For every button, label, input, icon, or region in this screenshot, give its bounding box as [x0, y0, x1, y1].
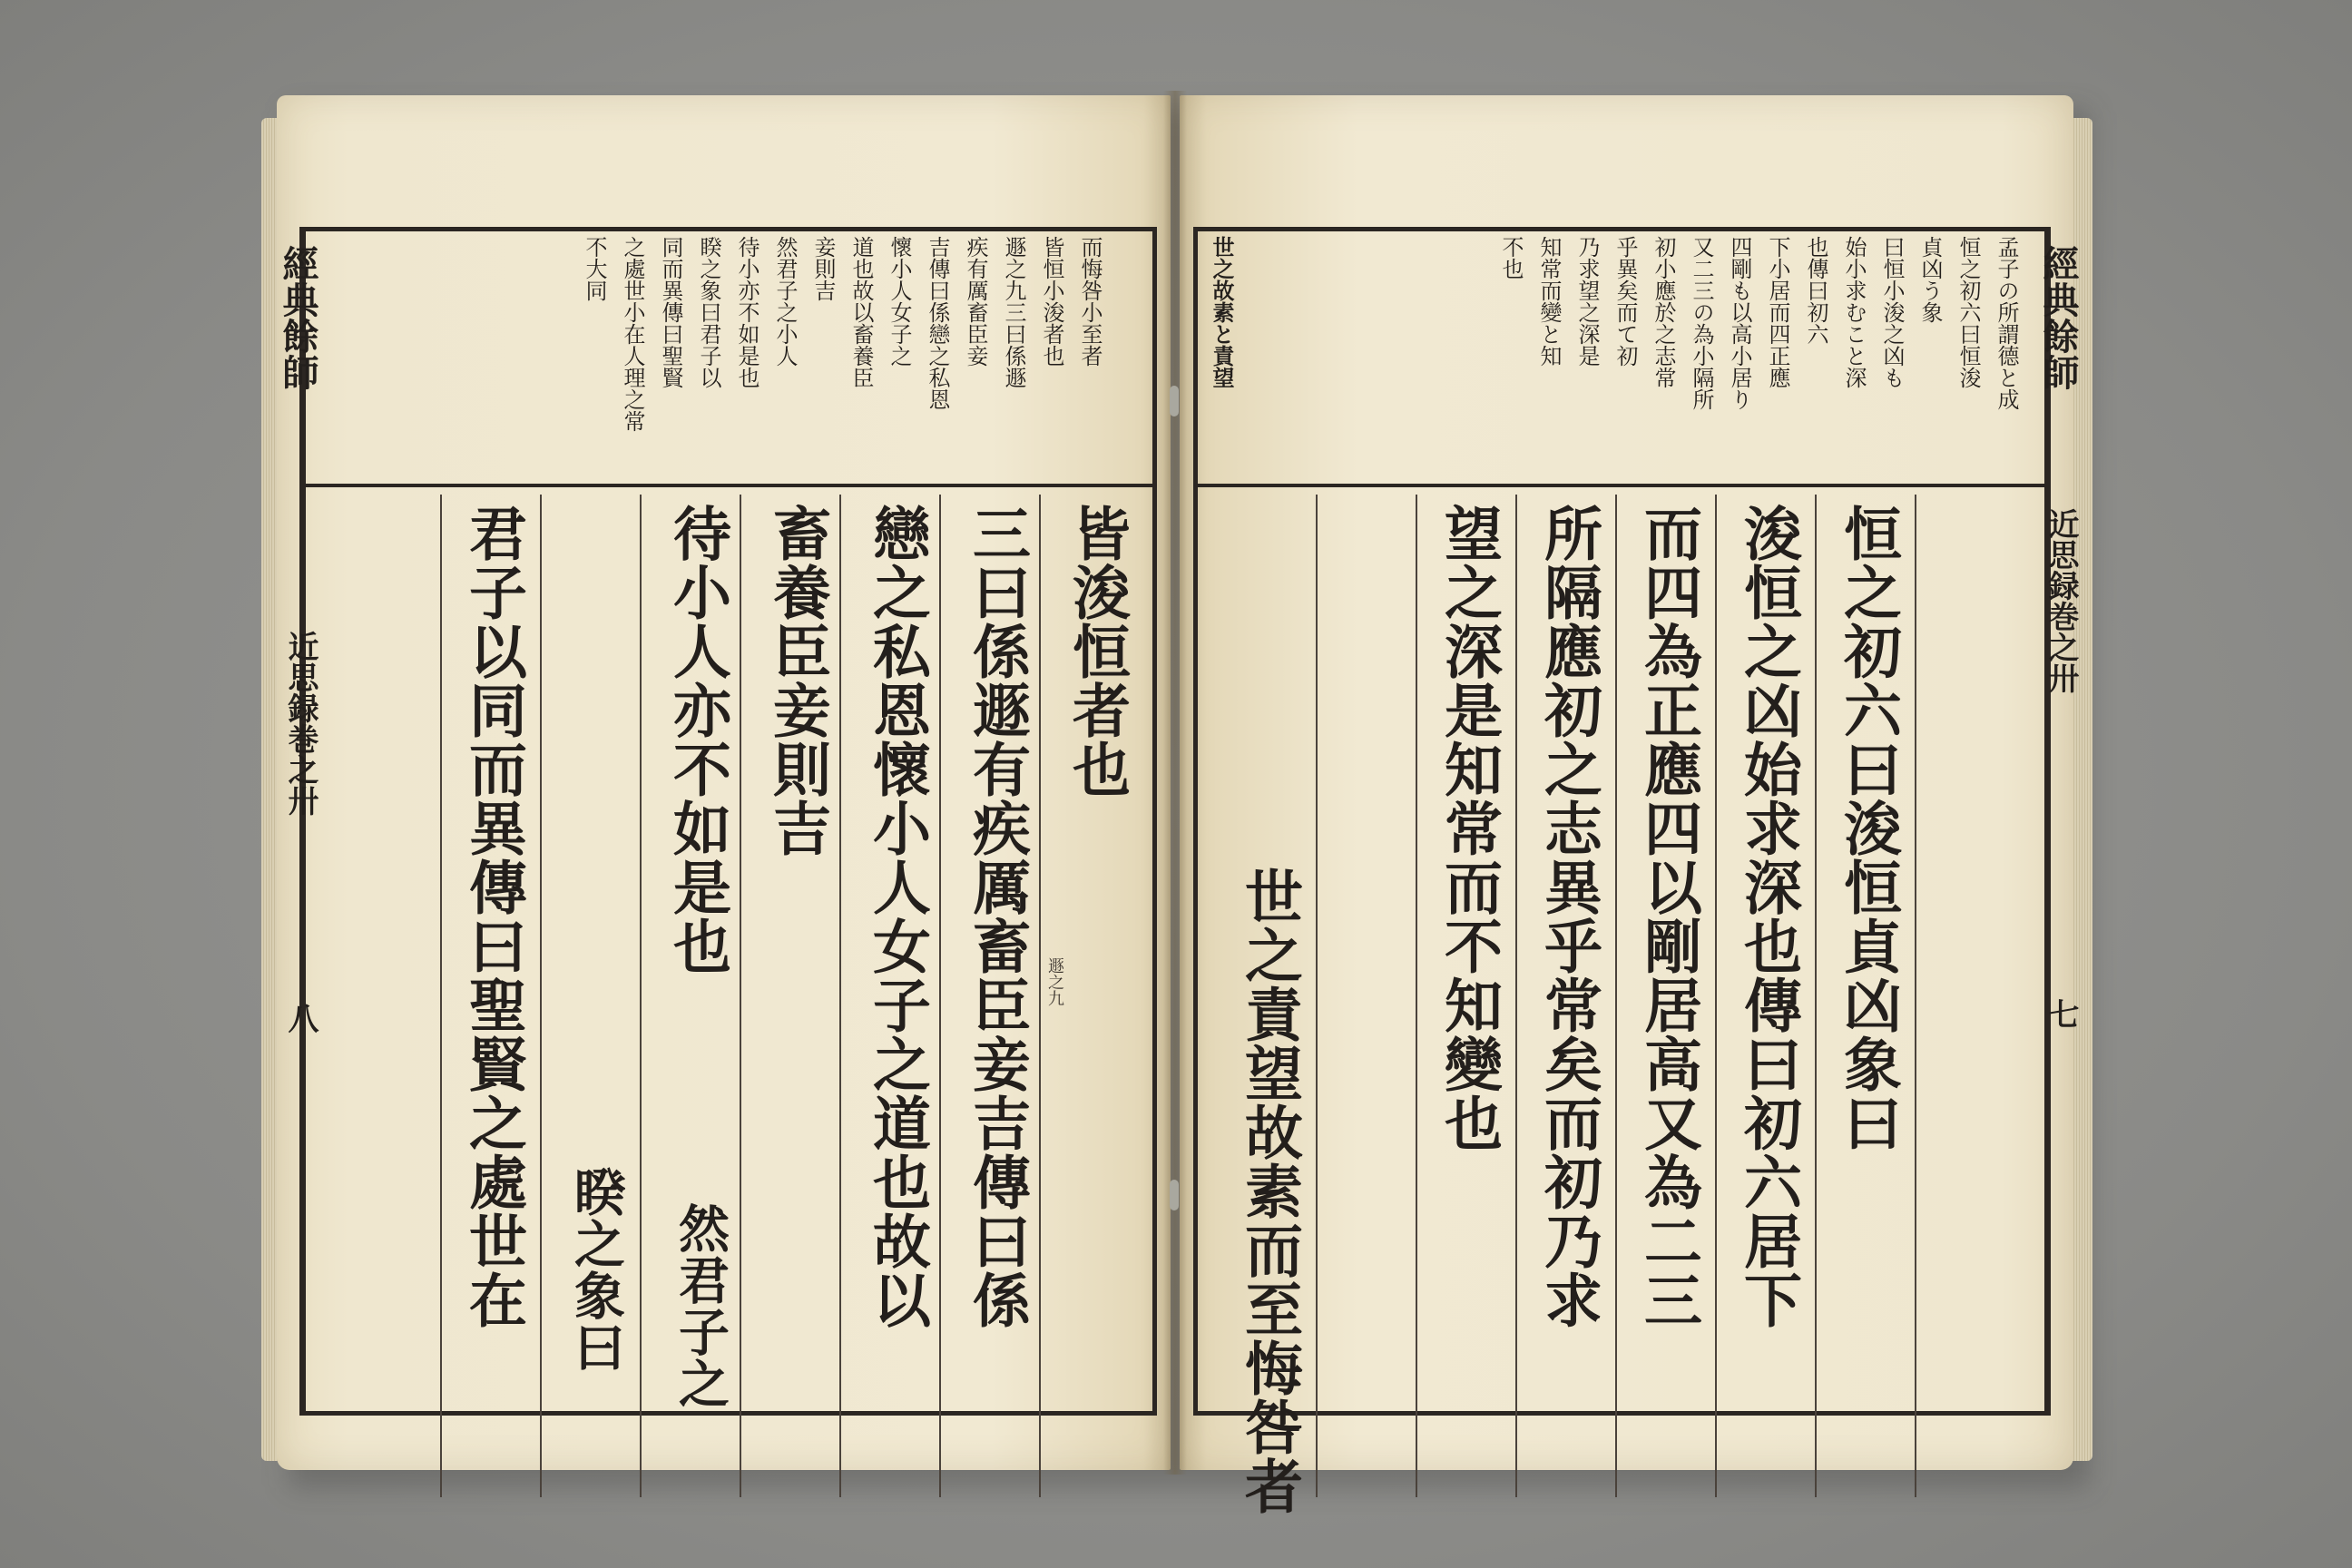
left-folio: 八 [282, 1003, 318, 1034]
column-rule [1915, 495, 1916, 1497]
note-line: 懷小人女子之 [887, 236, 912, 367]
main-column: 恒之初六曰浚恒貞凶象曰 [1834, 504, 1902, 1152]
right-page [1180, 95, 2080, 1515]
main-column: 而四為正應四以剛居高又為二三 [1634, 504, 1702, 1329]
column-rule [1416, 495, 1417, 1497]
binding-stitch [1170, 386, 1179, 416]
note-line: 道也故以畜養臣 [848, 236, 874, 388]
right-margin-subtitle: 近思録巻之卅 [2043, 508, 2079, 693]
note-line: 妾則吉 [810, 236, 836, 301]
gloss-column: 遯之九 [1045, 957, 1064, 1006]
note-line: 而悔咎小至者 [1077, 236, 1102, 367]
note-line: 疾有厲畜臣妾 [963, 236, 988, 367]
main-column: 浚恒之凶始求深也傳曰初六居下 [1734, 504, 1802, 1329]
column-rule [939, 495, 941, 1497]
main-column: 所隔應初之志異乎常矣而初乃求 [1534, 504, 1602, 1329]
left-header-divider [306, 484, 1152, 487]
note-line: 睽之象曰君子以 [696, 236, 721, 388]
main-column: 皆浚恒者也 [1063, 504, 1131, 799]
note-line: 皆恒小浚者也 [1039, 236, 1064, 367]
note-line: 乃求望之深是 [1574, 236, 1600, 367]
note-line: 不大同 [582, 236, 607, 301]
column-rule [640, 495, 642, 1497]
right-margin-title: 經典餘師 [2037, 245, 2080, 390]
note-line: 始小求むこと深 [1841, 236, 1867, 388]
note-line: 四剛も以高小居り [1727, 236, 1752, 410]
note-line: 又二三の為小隔所 [1689, 236, 1714, 410]
note-line: 曰恒小浚之凶も [1879, 236, 1905, 388]
note-line: 遯之九三曰係遯 [1001, 236, 1026, 388]
column-rule [740, 495, 741, 1497]
note-line: 下小居而四正應 [1765, 236, 1790, 388]
column-rule [1715, 495, 1717, 1497]
main-column: 睽之象曰 [566, 1166, 626, 1373]
main-column: 戀之私恩懷小人女子之道也故以 [863, 504, 931, 1329]
note-line: 乎異矣而て初 [1612, 236, 1638, 367]
right-header-divider [1198, 484, 2044, 487]
main-column: 望之深是知常而不知變也 [1435, 504, 1503, 1152]
note-line: 初小應於之志常 [1651, 236, 1676, 388]
column-rule [1815, 495, 1817, 1497]
column-rule [839, 495, 841, 1497]
main-column: 畜養臣妾則吉 [763, 504, 831, 858]
note-line: 也傳曰初六 [1803, 236, 1828, 345]
binding-stitch [1170, 1180, 1179, 1210]
note-line: 知常而變と知 [1536, 236, 1562, 367]
note-line: 不也 [1498, 236, 1524, 279]
column-rule [440, 495, 442, 1497]
left-page [277, 95, 1171, 1470]
right-folio: 七 [2043, 998, 2079, 1029]
main-column: 三曰係遯有疾厲畜臣妾吉傳曰係 [963, 504, 1031, 1329]
main-column: 君子以同而異傳曰聖賢之處世在 [459, 504, 527, 1329]
note-line: 之處世小在人理之常 [620, 236, 645, 432]
note-line: 吉傳曰係戀之私恩 [925, 236, 950, 410]
column-rule [540, 495, 542, 1497]
main-column: 世之責望故素而至悔咎者 [1235, 867, 1303, 1515]
note-line: 然君子之小人 [772, 236, 798, 367]
column-rule [1316, 495, 1318, 1497]
note-line: 待小亦不如是也 [734, 236, 760, 388]
column-rule [1615, 495, 1617, 1497]
column-rule [1039, 495, 1041, 1497]
main-column: 待小人亦不如是也 [663, 504, 731, 975]
note-line: 貞凶う象 [1917, 236, 1943, 323]
note-line: 世之故素と責望 [1209, 236, 1235, 388]
left-margin-subtitle: 近思録巻之卅 [282, 631, 318, 816]
left-margin-title: 經典餘師 [277, 245, 319, 390]
column-rule [1515, 495, 1517, 1497]
main-column: 然君子之 [671, 1202, 730, 1409]
note-line: 孟子の所謂德と成 [1994, 236, 2019, 410]
note-line: 同而異傳曰聖賢 [658, 236, 683, 388]
note-line: 恒之初六曰恒浚 [1955, 236, 1981, 388]
book-gutter [1163, 91, 1187, 1475]
